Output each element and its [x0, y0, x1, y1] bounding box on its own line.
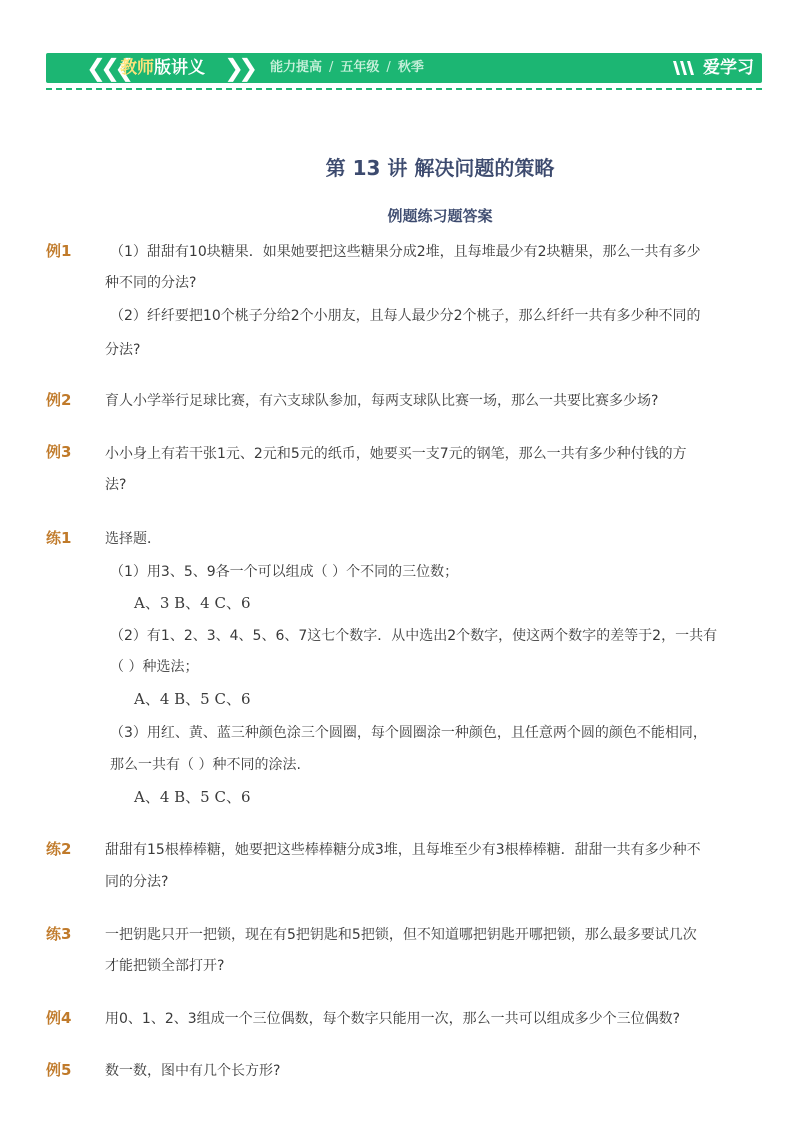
item-text: （1）甜甜有10块糖果．如果她要把这些糖果分成2堆，且每堆最少有2块糖果，那么一共有多少: [110, 244, 701, 260]
item-text: 法?: [105, 477, 127, 493]
item-text: （3）用红、黄、蓝三种颜色涂三个圆圈，每个圆圈涂一种颜色，且任意两个圆的颜色不能相同，: [110, 725, 707, 741]
breadcrumb-separator: /: [386, 60, 391, 75]
chevron-left-icon: ❮❮❮: [86, 54, 129, 82]
item-label: 例1: [46, 242, 72, 260]
breadcrumb-separator: /: [329, 60, 334, 75]
item-label: 练2: [46, 840, 72, 858]
item-label: 例3: [46, 443, 72, 461]
chevron-right-icon: ❯❯: [224, 54, 253, 82]
brand-name: 爱学习: [703, 58, 754, 78]
item-text: 数一数，图中有几个长方形?: [105, 1063, 281, 1079]
item-text: 小小身上有若干张1元、2元和5元的纸币，她要买一支7元的钢笔，那么一共有多少种付钱的方: [105, 446, 687, 462]
answer-options: A、3 B、4 C、6: [134, 594, 251, 612]
item-text: （2）有1、2、3、4、5、6、7这七个数字．从中选出2个数字，使这两个数字的差等于2，一共有: [110, 628, 718, 644]
item-text: 那么一共有（ ）种不同的涂法.: [110, 757, 301, 773]
item-text: 种不同的分法?: [105, 275, 197, 291]
brand-mark-icon: [671, 59, 699, 77]
item-text: 分法?: [105, 342, 141, 358]
header-divider: [46, 88, 762, 90]
series-title: 教师版讲义: [120, 58, 205, 78]
page-title: 第 13 讲 解决问题的策略: [325, 156, 555, 180]
item-text: 甜甜有15根棒棒糖，她要把这些棒棒糖分成3堆，且每堆至少有3根棒棒糖．甜甜一共有多少种不: [105, 842, 701, 858]
answer-options: A、4 B、5 C、6: [134, 788, 251, 806]
item-text: 育人小学举行足球比赛，有六支球队参加，每两支球队比赛一场，那么一共要比赛多少场?: [105, 393, 659, 409]
brand-logo: [671, 53, 754, 83]
answer-options: A、4 B、5 C、6: [134, 690, 251, 708]
item-text: 才能把锁全部打开?: [105, 958, 225, 974]
breadcrumb-item: 秋季: [397, 60, 424, 75]
item-label: 例2: [46, 391, 72, 409]
item-text: （1）用3、5、9各一个可以组成（ ）个不同的三位数；: [110, 564, 459, 580]
item-label: 练3: [46, 925, 72, 943]
page-subtitle: 例题练习题答案: [387, 207, 493, 225]
item-text: 用0、1、2、3组成一个三位偶数，每个数字只能用一次，那么一共可以组成多少个三位偶数?: [105, 1011, 681, 1027]
item-label: 练1: [46, 529, 72, 547]
item-label: 例4: [46, 1009, 72, 1027]
item-text: （ ）种选法；: [110, 659, 199, 675]
item-text: 同的分法?: [105, 874, 169, 890]
breadcrumb: [270, 53, 424, 83]
breadcrumb-item: 五年级: [340, 60, 380, 75]
item-text: 选择题．: [105, 531, 161, 547]
item-text: （2）纤纤要把10个桃子分给2个小朋友，且每人最少分2个桃子，那么纤纤一共有多少种不同的: [110, 308, 701, 324]
item-text: 一把钥匙只开一把锁，现在有5把钥匙和5把锁，但不知道哪把钥匙开哪把锁，那么最多要试几次: [105, 927, 697, 943]
breadcrumb-item: 能力提高: [270, 60, 323, 75]
header-banner: [46, 53, 762, 83]
item-label: 例5: [46, 1061, 72, 1079]
